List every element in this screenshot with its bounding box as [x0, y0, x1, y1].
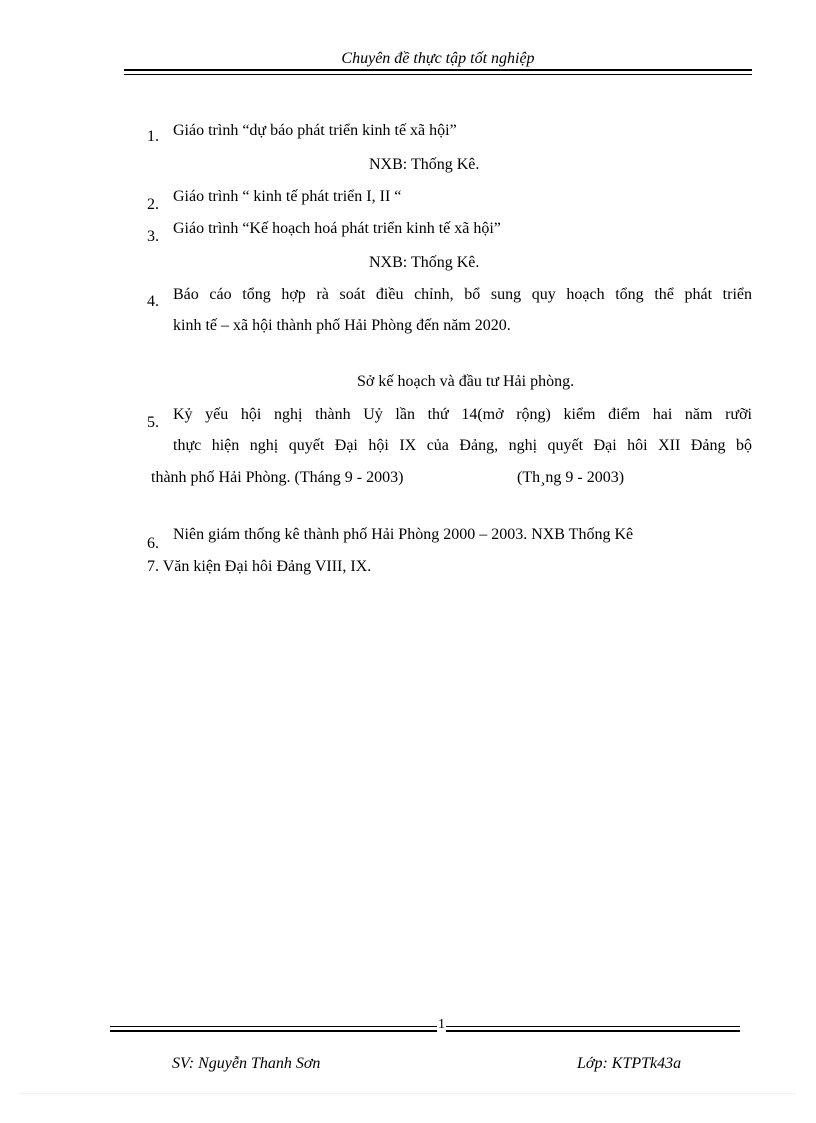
reference-number: 1. [147, 128, 159, 145]
reference-text: Niên giám thống kê thành phố Hải Phòng 2000 – 2003. NXB Thống Kê [173, 526, 634, 543]
reference-number: 6. [147, 535, 159, 552]
reference-text: Báo cáo tổng hợp rà soát điều chỉnh, bổ sung quy hoạch tổng thể phát triển [173, 286, 752, 303]
reference-text-cont: thực hiện nghị quyết Đại hội IX của Đảng, nghị quyết Đại hôi XII Đảng bộ [173, 437, 752, 454]
reference-publisher: NXB: Thống Kê. [369, 254, 480, 271]
footer-class: Lớp: KTPTk43a [577, 1055, 682, 1072]
reference-number: 3. [147, 228, 159, 245]
reference-publisher: Sở kế hoạch và đầu tư Hải phòng. [357, 373, 575, 390]
reference-number: 4. [147, 293, 159, 310]
reference-text: Giáo trình “ kinh tế phát triển I, II “ [173, 188, 402, 205]
page-number: 1 [438, 1017, 445, 1032]
reference-text: Kỷ yếu hội nghị thành Uỷ lần thứ 14(mở rộng) kiểm điểm hai năm rưỡi [173, 406, 752, 423]
footer-student: SV: Nguyễn Thanh Sơn [172, 1055, 321, 1072]
reference-publisher: NXB: Thống Kê. [369, 156, 480, 173]
page-edge-divider [20, 1093, 796, 1094]
reference-text-cont: thành phố Hải Phòng. (Tháng 9 - 2003) [151, 469, 404, 486]
footer-rule-bottom [110, 1030, 740, 1032]
reference-text-cont: kinh tế – xã hội thành phố Hải Phòng đến năm 2020. [173, 317, 511, 334]
reference-text: Giáo trình “Kế hoạch hoá phát triển kinh tế xã hội” [173, 220, 501, 237]
reference-text: Giáo trình “dự báo phát triển kinh tế xã hội” [173, 122, 457, 139]
reference-number: 2. [147, 196, 159, 213]
reference-text: 7. Văn kiện Đại hôi Đảng VIII, IX. [147, 558, 372, 575]
header-rule-bottom [124, 74, 752, 75]
reference-number: 5. [147, 414, 159, 431]
header-rule-top [124, 69, 752, 71]
footer-rule-top [110, 1026, 740, 1027]
reference-date-garbled: (Th¸ng 9 - 2003) [517, 469, 625, 486]
page-header-title: Chuyên đề thực tập tốt nghiệp [341, 50, 535, 67]
